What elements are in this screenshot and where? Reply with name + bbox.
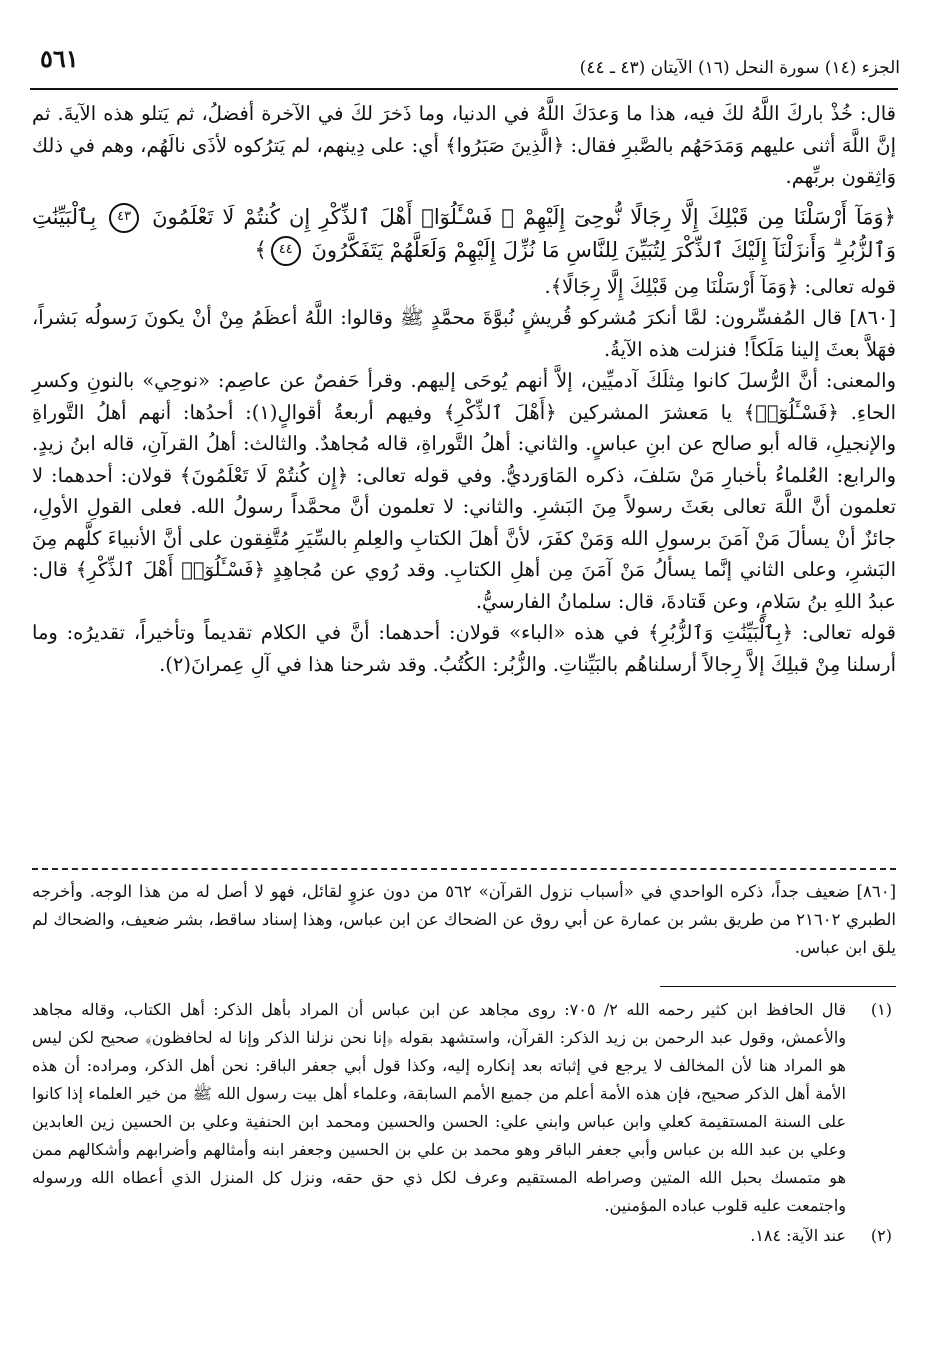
footnote-number: (١)	[870, 1000, 892, 1019]
narration-860: [٨٦٠] قال المُفسِّرون: لمَّا أنكرَ مُشركو قُريشٍ نُبوَّةَ محمَّدٍ ﷺ وقالوا: اللَّهُ أعظَمُ مِنْ أنْ يكونَ رَسولُه بَشراً، فهَلاَّ بعثَ إلينا مَلَكاً! فنزلت هذه الآيةُ.	[32, 306, 896, 361]
footnote-2	[32, 1222, 896, 1250]
commentary-heading: قوله تعالى: ﴿وَمَآ أَرْسَلْنَا مِن قَبْلِكَ إِلَّا رِجَالًا﴾.	[544, 274, 896, 298]
quran-close-bracket: ﴾	[254, 237, 267, 262]
intro-paragraph: قال: خُذْ باركَ اللَّهُ لكَ فيه، هذا ما وَعدَكَ اللَّهُ في الدنيا، وما ذَخرَ لكَ في الآخرة أفضلُ، ثم يَتلو هذه الآيةَ. ثم إنَّ اللَّهَ أثنى عليهم وَمَدَحَهُم بالصَّبرِ فقال: ﴿الَّذِينَ صَبَرُوا﴾ أي: على دِينهم، لم يَترُكوه لأذَى نالَهُم، وهم في ذلك وَاثِقون بربِّهم.	[32, 102, 896, 188]
footnote-1	[32, 996, 896, 1220]
quran-verse-43: ﴿وَمَآ أَرْسَلْنَا مِن قَبْلِكَ إِلَّا رِجَالًا نُّوحِىٓ إِلَيْهِمْ ۚ فَسْـَٔلُوٓا۟ أَهْلَ ٱلذِّكْرِ إِن كُنتُمْ لَا تَعْلَمُونَ	[152, 204, 896, 229]
footnotes	[32, 996, 896, 1252]
footnote-number: (٢)	[870, 1226, 892, 1245]
commentary-bayyinat: قوله تعالى: ﴿بِٱلْبَيِّنَٰتِ وَٱلزُّبُرِ﴾ في هذه «الباء» قولان: أحدهما: أنَّ في الكلام تقديماً وتأخيراً، تقديرُه: وما أرسلنا مِنْ قبلِكَ إلاَّ رِجالاً أرسلناهُم بالبَيِّناتِ. والزُّبُر: الكُتُبُ. وقد شرحنا هذا في آلِ عِمرانَ(٢).	[32, 621, 896, 676]
quran-verse-44: بِٱلْبَيِّنَٰتِ وَٱلزُّبُرِ ۗ وَأَنزَلْنَآ إِلَيْكَ ٱلذِّكْرَ لِتُبَيِّنَ لِلنَّاسِ مَا نُزِّلَ إِلَيْهِمْ وَلَعَلَّهُمْ يَتَفَكَّرُونَ	[32, 204, 896, 262]
footnote-text: عند الآية: ١٨٤.	[750, 1226, 846, 1245]
header-rule	[30, 88, 898, 90]
footnote-text: قال الحافظ ابن كثير رحمه الله ٢/ ٧٠٥: روى مجاهد عن ابن عباس أن المراد بأهل الذكر: أهل الكتاب، وقاله مجاهد والأعمش، وقول عبد الرحمن بن زيد الذكر: القرآن، واستشهد بقوله ﴿إنا نحن نزلنا الذكر وإنا له لحافظون﴾ صحيح لكن ليس هو المراد هنا لأن المخالف لا يرجع في إثباته بعد إنكاره إليه، وكذا قول أبي جعفر الباقر: نحن أهل الذكر، ومراده: أن هذه الأمة أهل الذكر صحيح، فإن هذه الأمة أعلم من جميع الأمم السابقة، وعلماء أهل بيت رسول الله ﷺ من خير العلماء إذا كانوا على السنة المستقيمة كعلي وابن عباس وابني علي: الحسن والحسين ومحمد ابن الحنفية وعلي بن الحسين زين العابدين وعلي بن عبد الله بن عباس وأبي جعفر الباقر وهو محمد بن علي بن الحسين وجعفر ابنه وأمثالهم وأضرابهم وأشكالهم ممن هو متمسك بحبل الله المتين وصراطه المستقيم وعرف لكل ذي حق حقه، ونزل كل المنزل الذي أعطاه الله ورسوله واجتمعت عليه قلوب عباده المؤمنين.	[32, 1000, 847, 1215]
commentary-meaning: والمعنى: أنَّ الرُّسلَ كانوا مِثلَكَ آدميِّين، إلاَّ أنهم يُوحَى إليهم. وقرأ حَفصٌ عن عاصِم: «نوحِي» بالنونِ وكسرِ الحاءِ. ﴿فَسْـَٔلُوٓا۟﴾ يا مَعشرَ المشركين ﴿أَهْلَ ٱلذِّكْرِ﴾ وفيهم أربعةُ أقوالٍ(١): أحدُها: أنهم أهلُ التَّوراةِ والإنجيلِ، قاله أبو صالح عن ابنِ عباسٍ. والثاني: أهلُ التَّوراةِ، قاله مُجاهدٌ. والثالث: أهلُ القرآنِ، قاله ابنُ زيدٍ. والرابع: العُلماءُ بأخبارِ مَنْ سَلفَ، ذكره المَاوَرديُّ. وفي قوله تعالى: ﴿إِن كُنتُمْ لَا تَعْلَمُونَ﴾ قولان: أحدهما: لا تعلمون أنَّ اللَّهَ تعالى بعَثَ رسولاً مِنَ البَشرِ. والثاني: لا تعلمون أنَّ محمَّداً رسولُ الله. فعلى القولِ الأولِ، جائزٌ أنْ يسألَ مَنْ آمَنَ برسولِ الله وَمَنْ كفَرَ، لأنَّ أهلَ الكتابِ والعِلمِ بالسِّيَرِ مُتَّفِقون على أنَّ الأنبياءَ كلَّهم مِنَ البَشرِ، وعلى الثاني إنَّما يسألُ مَنْ آمَنَ مِن أهلِ الكتابِ. وقد رُوي عن مُجاهِدٍ ﴿فَسْـَٔلُوٓا۟ أَهْلَ ٱلذِّكْرِ﴾ قال: عبدُ اللهِ بنُ سَلامٍ، وعن قَتادةَ، قال: سلمانُ الفارسيُّ.	[32, 369, 896, 613]
page-header	[30, 44, 900, 84]
page-number: ٥٦١	[40, 44, 79, 73]
main-text	[32, 98, 896, 680]
dashed-divider	[32, 868, 896, 870]
ayah-number-44: ٤٤	[271, 236, 301, 266]
quran-verses	[32, 201, 896, 267]
takhrij-note: [٨٦٠] ضعيف جداً، ذكره الواحدي في «أسباب نزول القرآن» ٥٦٢ من دون عزوٍ لقائل، فهو لا أصل له من هذا الوجه. وأخرجه الطبري ٢١٦٠٢ من طريق بشر بن عمارة عن أبي روق عن الضحاك عن ابن عباس، وهذا إسناد ساقط، بشر ضعيف، والضحاك لم يلق ابن عباس.	[32, 882, 897, 957]
running-head: الجزء (١٤) سورة النحل (١٦) الآيتان (٤٣ ـ ٤٤)	[579, 58, 900, 78]
footnote-rule	[660, 986, 896, 987]
ayah-number-43: ٤٣	[109, 203, 139, 233]
